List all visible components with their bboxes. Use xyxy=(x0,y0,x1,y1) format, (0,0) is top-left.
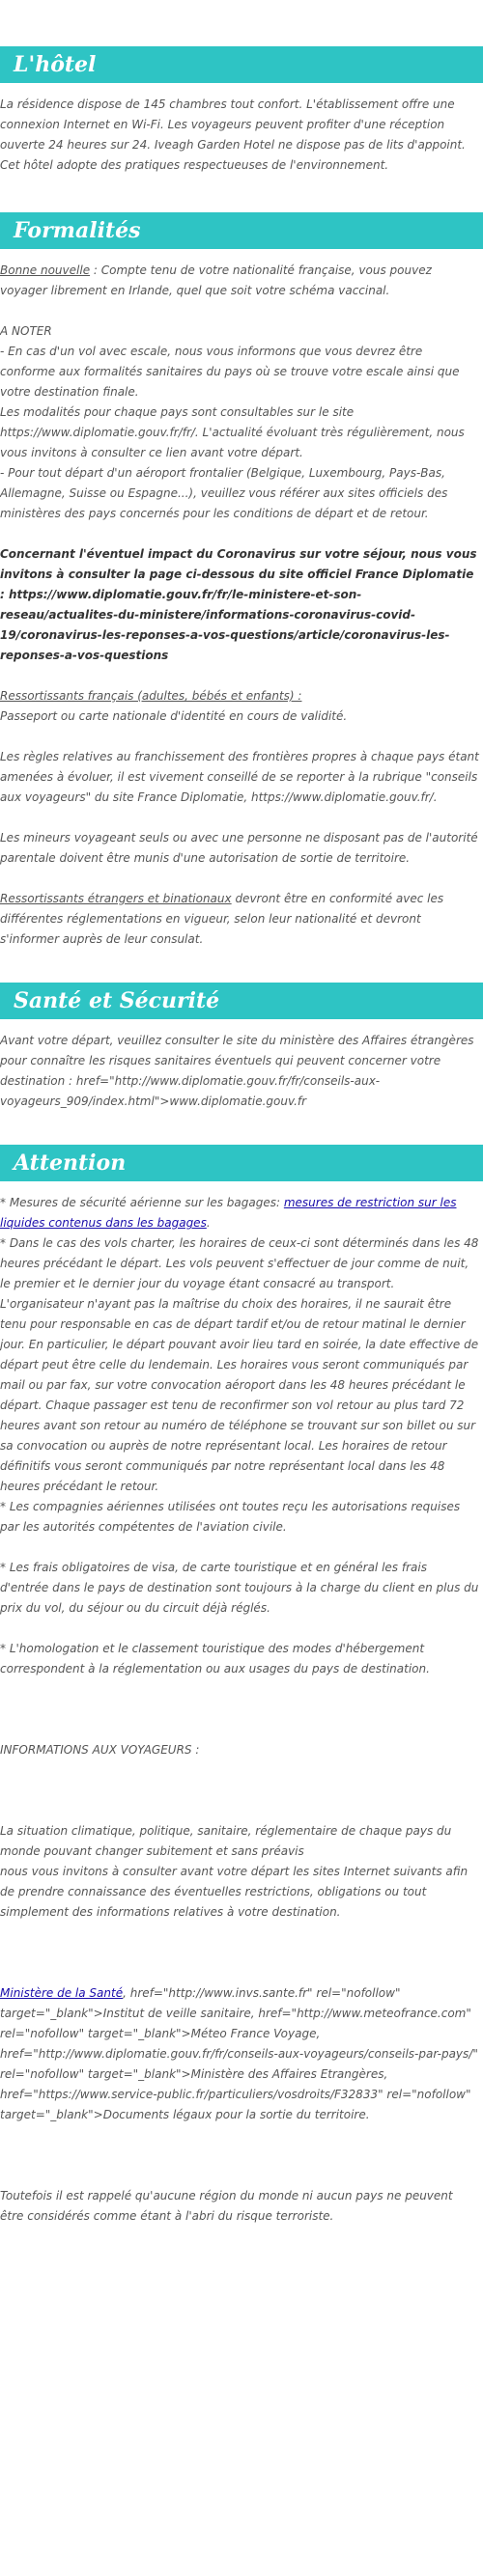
section-title-attention: Attention xyxy=(0,1145,483,1181)
info-invite: nous vous invitons à consulter avant votre départ les sites Internet suivants afin de prendre connaissance des éventuelles restrictions, obligations ou tout simplement des informations relatives à votre destination. xyxy=(0,1865,469,1919)
attention-charter: * Dans le cas des vols charter, les horaires de ceux-ci sont déterminés dans les 48 heures précédant le départ. Les vols peuvent s'effectuer de jour comme de nuit, le premier et le dernier jour du voyage étant consacré au transport. L'organisateur n'ayant pas la maîtrise du choix des horaires, il ne saurait être tenu pour responsable en cas de départ tardif et/ou de retour matinal le dernier jour. En particulier, le départ pouvant avoir lieu tard en soirée, la date effective de départ peut être celle du lendemain. Les horaires vous seront communiqués par mail ou par fax, sur votre convocation aéroport dans les 48 heures précédant le départ. Chaque passager est tenu de reconfirmer son vol retour au plus tard 72 heures avant son retour au numéro de téléphone se trouvant sur son billet ou sur sa convocation ou auprès de notre représentant local. Les horaires de retour définitifs vous seront communiqués par notre représentant local dans les 48 heures précédant le retour. xyxy=(0,1236,479,1493)
note-heading: A NOTER xyxy=(0,324,52,338)
info-situation: La situation climatique, politique, sanitaire, réglementaire de chaque pays du monde pouvant changer subitement et sans préavis xyxy=(0,1824,452,1858)
info-links xyxy=(0,1983,479,2125)
covid-notice: Concernant l'éventuel impact du Coronavirus sur votre séjour, nous vous invitons à consulter la page ci-dessous du site officiel France Diplomatie : https://www.diplomatie.gouv.fr/fr/le-ministere-et-son-reseau/actualites-du-ministere/informations-coronavirus-covid-19/coronavirus-les-reponses-a-vos-questions/article/coronavirus-les-reponses-a-vos-questions xyxy=(0,547,477,662)
note-text: - En cas d'un vol avec escale, nous vous informons que vous devrez être conforme aux formalités sanitaires du pays où se trouve votre escale ainsi que votre destination finale. xyxy=(0,345,460,399)
hotel-section xyxy=(0,95,483,176)
baggage-suffix: . xyxy=(206,1216,211,1230)
terror-notice: Toutefois il est rappelé qu'aucune région du monde ni aucun pays ne peuvent être considérés comme étant à l'abri du risque terroriste. xyxy=(0,2189,453,2223)
attention-homologation: * L'homologation et le classement touristique des modes d'hébergement correspondent à la réglementation ou aux usages du pays de destination. xyxy=(0,1642,430,1676)
info-links-rest: , href="http://www.invs.sante.fr" rel="nofollow" target="_blank">Institut de veille sanitaire, href="http://www.meteofrance.com" rel="nofollow" target="_blank">Méteo France Voyage, href="http://www.diplomatie.gouv.fr/fr/conseils-aux-voyageurs/conseils-par-pays/" rel="nofollow" target="_blank">Ministère des Affaires Etrangères, href="https://www.service-public.fr/particuliers/vosdroits/F32833" rel="nofollow" target="_blank">Documents légaux pour la sortie du territoire. xyxy=(0,1986,478,2121)
etrangers-text xyxy=(0,889,479,950)
intro-text: : Compte tenu de votre nationalité française, vous pouvez voyager librement en Irlande, quel que soit votre schéma vaccinal. xyxy=(0,263,432,297)
section-title-formalites: Formalités xyxy=(0,212,483,249)
hotel-description: La résidence dispose de 145 chambres tout confort. L'établissement offre une connexion Internet en Wi-Fi. Les voyageurs peuvent profiter d'une réception ouverte 24 heures sur 24. Iveagh Garden Hotel ne dispose pas de lits d'appoint. Cet hôtel adopte des pratiques respectueuses de l'environnement. xyxy=(0,97,466,172)
baggage-prefix: * Mesures de sécurité aérienne sur les bagages: xyxy=(0,1196,284,1209)
baggage-restrictions-link[interactable]: mesures de restriction sur les liquides contenus dans les bagages xyxy=(0,1196,457,1230)
ministere-sante-link[interactable]: Ministère de la Santé xyxy=(0,1986,124,2000)
section-title-sante: Santé et Sécurité xyxy=(0,983,483,1019)
info-heading: INFORMATIONS AUX VOYAGEURS : xyxy=(0,1743,200,1757)
attention-airlines: * Les compagnies aériennes utilisées ont toutes reçu les autorisations requises par les autorités compétentes de l'aviation civile. xyxy=(0,1500,461,1534)
ressortissants-fr-text: Passeport ou carte nationale d'identité en cours de validité. xyxy=(0,709,348,723)
formalites-section xyxy=(0,261,483,950)
section-title-hotel: L'hôtel xyxy=(0,46,483,83)
sante-section xyxy=(0,1031,483,1112)
formalites-intro xyxy=(0,261,479,301)
ressortissants-fr-label: Ressortissants français (adultes, bébés et enfants) : xyxy=(0,689,302,703)
mineurs-text: Les mineurs voyageant seuls ou avec une personne ne disposant pas de l'autorité parentale doivent être munis d'une autorisation de sortie de territoire. xyxy=(0,831,478,865)
regles-text: Les règles relatives au franchissement des frontières propres à chaque pays étant amenées à évoluer, il est vivement conseillé de se reporter à la rubrique "conseils aux voyageurs" du site France Diplomatie, https://www.diplomatie.gouv.fr/. xyxy=(0,750,479,804)
intro-label: Bonne nouvelle xyxy=(0,263,91,277)
attention-section xyxy=(0,1193,483,2227)
attention-fees: * Les frais obligatoires de visa, de carte touristique et en général les frais d'entrée dans le pays de destination sont toujours à la charge du client en plus du prix du vol, du séjour ou du circuit déjà réglés. xyxy=(0,1561,479,1615)
attention-baggage xyxy=(0,1193,479,1233)
page xyxy=(0,46,483,2227)
etrangers-rest: devront être en conformité avec les différentes réglementations en vigueur, selon leur nationalité et devront s'informer auprès de leur consulat. xyxy=(0,892,444,946)
etrangers-label: Ressortissants étrangers et binationaux xyxy=(0,892,232,905)
note-text-3: - Pour tout départ d'un aéroport frontalier (Belgique, Luxembourg, Pays-Bas, Allemagne, Suisse ou Espagne...), veuillez vous référer aux sites officiels des ministères des pays concernés pour les conditions de départ et de retour. xyxy=(0,466,448,520)
note-text-2: Les modalités pour chaque pays sont consultables sur le site https://www.diplomatie.gouv.fr/fr/. L'actualité évoluant très régulièrement, nous vous invitons à consulter ce lien avant votre départ. xyxy=(0,405,465,459)
sante-text: Avant votre départ, veuillez consulter le site du ministère des Affaires étrangères pour connaître les risques sanitaires éventuels qui peuvent concerner votre destination : href="http://www.diplomatie.gouv.fr/fr/conseils-aux-voyageurs_909/index.html">www.diplomatie.gouv.fr xyxy=(0,1034,474,1108)
